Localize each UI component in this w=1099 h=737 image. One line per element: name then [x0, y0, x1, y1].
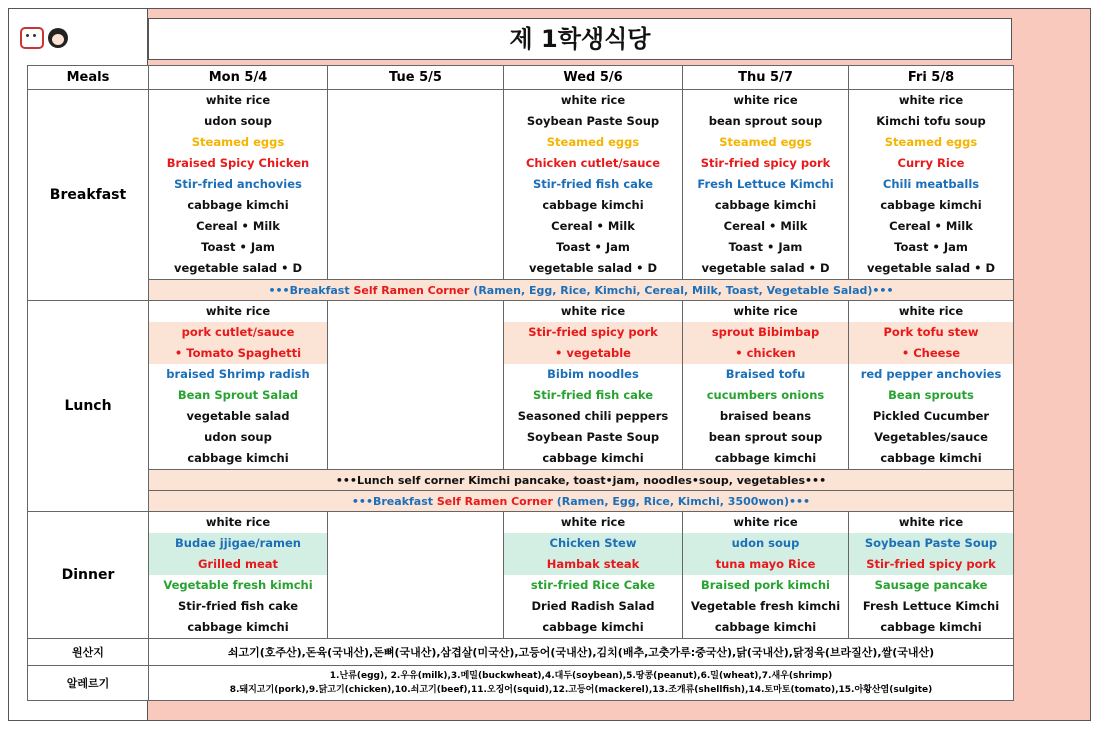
- menu-item: Stir-fried spicy pork: [504, 322, 682, 343]
- menu-item: Grilled meat: [149, 554, 327, 575]
- girl-icon: [48, 28, 68, 48]
- notice-part: •••Breakfast: [351, 494, 437, 508]
- lunch-label: Lunch: [28, 301, 149, 512]
- menu-table: [27, 65, 1014, 701]
- menu-item: Stir-fried fish cake: [177, 599, 299, 613]
- menu-item: [328, 174, 503, 195]
- menu-item: Budae jjigae/ramen: [149, 533, 327, 554]
- allergy-text: [149, 666, 1014, 701]
- menu-item: [328, 406, 503, 427]
- day-header: Thu 5/7: [683, 66, 849, 90]
- menu-item: • chicken: [683, 343, 848, 364]
- menu-item: [328, 216, 503, 237]
- breakfast-day-cell: [328, 90, 504, 280]
- breakfast-day-cell: [683, 90, 849, 280]
- menu-item: Curry Rice: [897, 156, 965, 170]
- menu-item: white rice: [733, 304, 798, 318]
- origin-label: 원산지: [28, 639, 149, 666]
- menu-item: • Cheese: [849, 343, 1013, 364]
- menu-item: white rice: [733, 515, 798, 529]
- breakfast-day-cell: [149, 90, 328, 280]
- menu-item: cabbage kimchi: [880, 198, 982, 212]
- notice-part: (Ramen, Egg, Rice, Kimchi, Cereal, Milk, Toast, Vegetable Salad)•••: [473, 283, 894, 297]
- menu-item: [328, 90, 503, 111]
- menu-item: cabbage kimchi: [880, 451, 982, 465]
- menu-item: Stir-fried fish cake: [532, 388, 654, 402]
- menu-item: Vegetable fresh kimchi: [163, 578, 313, 592]
- menu-item: braised Shrimp radish: [166, 367, 310, 381]
- menu-item: [328, 575, 503, 596]
- menu-item: vegetable salad • D: [866, 261, 995, 275]
- lunch-day-cell: [328, 301, 504, 470]
- menu-item: Toast • Jam: [201, 240, 275, 254]
- notice-row: [28, 470, 1014, 491]
- menu-item: cabbage kimchi: [714, 620, 817, 634]
- notice-text: [149, 470, 1014, 491]
- day-header: Wed 5/6: [504, 66, 683, 90]
- menu-item: Pickled Cucumber: [872, 409, 990, 423]
- notice-line: •••Lunch self corner Kimchi pancake, toast•jam, noodles•soup, vegetables•••: [335, 473, 827, 487]
- notice-part: Self Ramen Corner: [353, 283, 474, 297]
- dinner-day-cell: [849, 512, 1014, 639]
- menu-item: Stir-fried fish cake: [532, 177, 654, 191]
- menu-item: [328, 132, 503, 153]
- day-header: Fri 5/8: [849, 66, 1014, 90]
- notice-text: [149, 280, 1014, 301]
- menu-item: Chili meatballs: [882, 177, 980, 191]
- menu-item: cabbage kimchi: [880, 620, 982, 634]
- menu-item: cabbage kimchi: [542, 198, 644, 212]
- notice-part: Self Ramen Corner: [436, 494, 557, 508]
- menu-item: white rice: [898, 304, 964, 318]
- menu-item: [328, 343, 503, 364]
- notice-part: •••Breakfast: [268, 283, 354, 297]
- menu-item: cabbage kimchi: [187, 451, 289, 465]
- menu-item: [328, 301, 503, 322]
- breakfast-day-cell: [504, 90, 683, 280]
- menu-item: vegetable salad • D: [701, 261, 830, 275]
- menu-item: white rice: [205, 93, 271, 107]
- page-title: 제 1학생식당: [148, 18, 1012, 60]
- breakfast-day-cell: [849, 90, 1014, 280]
- menu-item: Soybean Paste Soup: [849, 533, 1013, 554]
- allergy-line: 1.난류(egg), 2.우유(milk),3.메밀(buckwheat),4.대두(soybean),5.땅콩(peanut),6.밀(wheat),7.새우(shrimp): [329, 671, 833, 681]
- menu-item: [328, 322, 503, 343]
- menu-item: Bean sprouts: [888, 388, 974, 402]
- notice-row: [28, 491, 1014, 512]
- menu-item: Vegetables/sauce: [874, 430, 988, 444]
- menu-item: Soybean Paste Soup: [526, 430, 660, 444]
- menu-item: Cereal • Milk: [723, 219, 808, 233]
- menu-item: Hambak steak: [504, 554, 682, 575]
- menu-item: tuna mayo Rice: [683, 554, 848, 575]
- menu-item: [328, 237, 503, 258]
- menu-item: Vegetable fresh kimchi: [690, 599, 841, 613]
- dinner-day-cell: [149, 512, 328, 639]
- lunch-day-cell: [683, 301, 849, 470]
- menu-item: Steamed eggs: [884, 135, 978, 149]
- lunch-day-cell: [504, 301, 683, 470]
- menu-item: udon soup: [204, 430, 272, 444]
- menu-item: [328, 596, 503, 617]
- menu-item: Cereal • Milk: [196, 219, 280, 233]
- dinner-label: Dinner: [28, 512, 149, 639]
- menu-item: white rice: [205, 304, 271, 318]
- menu-item: Chicken Stew: [504, 533, 682, 554]
- menu-item: vegetable salad • D: [173, 261, 302, 275]
- lunch-day-cell: [149, 301, 328, 470]
- menu-item: pork cutlet/sauce: [149, 322, 327, 343]
- menu-item: bean sprout soup: [708, 114, 823, 128]
- menu-item: [328, 554, 503, 575]
- notice-row: [28, 280, 1014, 301]
- menu-item: Stir-fried spicy pork: [700, 156, 831, 170]
- menu-item: Sausage pancake: [874, 578, 988, 592]
- menu-item: vegetable salad • D: [528, 261, 657, 275]
- meals-header: Meals: [28, 66, 149, 90]
- menu-item: Steamed eggs: [191, 135, 285, 149]
- robot-icon: [20, 27, 44, 49]
- origin-text: 쇠고기(호주산),돈육(국내산),돈뼈(국내산),삼겹살(미국산),고등어(국내산),김치(배추,고춧가루:중국산),닭(국내산),닭정육(브라질산),쌀(국내산): [149, 639, 1014, 666]
- menu-item: cabbage kimchi: [714, 451, 817, 465]
- menu-item: white rice: [898, 515, 964, 529]
- menu-item: Stir-fried spicy pork: [849, 554, 1013, 575]
- menu-item: red pepper anchovies: [860, 367, 1002, 381]
- dinner-block: [28, 512, 1014, 639]
- menu-item: cabbage kimchi: [187, 198, 289, 212]
- menu-item: Braised pork kimchi: [701, 578, 830, 592]
- menu-item: udon soup: [204, 114, 272, 128]
- menu-item: vegetable salad: [186, 409, 290, 423]
- menu-item: white rice: [560, 304, 626, 318]
- menu-item: [328, 448, 503, 469]
- menu-item: Dried Radish Salad: [531, 599, 655, 613]
- menu-item: Chicken cutlet/sauce: [525, 156, 661, 170]
- menu-item: cucumbers onions: [706, 388, 825, 402]
- menu-item: [328, 364, 503, 385]
- dinner-day-cell: [504, 512, 683, 639]
- menu-item: Braised tofu: [725, 367, 806, 381]
- logo: [20, 18, 140, 58]
- menu-item: [328, 195, 503, 216]
- dinner-day-cell: [328, 512, 504, 639]
- menu-item: [328, 427, 503, 448]
- notice-part: (Ramen, Egg, Rice, Kimchi, 3500won)•••: [556, 494, 811, 508]
- menu-item: Fresh Lettuce Kimchi: [697, 177, 834, 191]
- menu-item: Seasoned chili peppers: [517, 409, 669, 423]
- menu-item: Bibim noodles: [547, 367, 639, 381]
- menu-item: Bean Sprout Salad: [177, 388, 299, 402]
- menu-item: Toast • Jam: [556, 240, 630, 254]
- menu-item: bean sprout soup: [708, 430, 823, 444]
- menu-item: Braised Spicy Chicken: [166, 156, 310, 170]
- menu-item: • vegetable: [504, 343, 682, 364]
- menu-item: [328, 512, 503, 533]
- menu-item: Stir-fried anchovies: [174, 177, 302, 191]
- day-header: Mon 5/4: [149, 66, 328, 90]
- menu-item: braised beans: [719, 409, 812, 423]
- lunch-day-cell: [849, 301, 1014, 470]
- menu-item: [328, 153, 503, 174]
- menu-item: Soybean Paste Soup: [526, 114, 660, 128]
- dinner-day-cell: [683, 512, 849, 639]
- menu-item: cabbage kimchi: [187, 620, 289, 634]
- menu-item: stir-fried Rice Cake: [530, 578, 656, 592]
- menu-item: white rice: [733, 93, 798, 107]
- menu-item: [328, 258, 503, 279]
- menu-item: Kimchi tofu soup: [876, 114, 986, 128]
- menu-item: cabbage kimchi: [542, 620, 644, 634]
- menu-item: Pork tofu stew: [849, 322, 1013, 343]
- header-row: [28, 66, 1014, 90]
- menu-item: Cereal • Milk: [889, 219, 973, 233]
- menu-item: white rice: [560, 515, 626, 529]
- menu-item: white rice: [560, 93, 626, 107]
- menu-item: Fresh Lettuce Kimchi: [862, 599, 1000, 613]
- day-header: Tue 5/5: [328, 66, 504, 90]
- menu-item: Toast • Jam: [728, 240, 803, 254]
- menu-item: cabbage kimchi: [714, 198, 817, 212]
- menu-item: sprout Bibimbap: [683, 322, 848, 343]
- menu-item: white rice: [898, 93, 964, 107]
- menu-item: [328, 617, 503, 638]
- menu-item: [328, 385, 503, 406]
- allergy-line: 8.돼지고기(pork),9.닭고기(chicken),10.쇠고기(beef),11.오징어(squid),12.고등어(mackerel),13.조개류(shellfish),14.토마토(tomato),15.아황산염(sulgite): [229, 685, 933, 695]
- lunch-block: [28, 301, 1014, 470]
- breakfast-label: Breakfast: [28, 90, 149, 301]
- menu-item: cabbage kimchi: [542, 451, 644, 465]
- menu-item: Steamed eggs: [546, 135, 640, 149]
- breakfast-block: [28, 90, 1014, 280]
- menu-item: Cereal • Milk: [551, 219, 635, 233]
- menu-item: • Tomato Spaghetti: [149, 343, 327, 364]
- menu-item: Toast • Jam: [894, 240, 968, 254]
- menu-item: udon soup: [683, 533, 848, 554]
- origin-row: [28, 639, 1014, 666]
- allergy-label: 알레르기: [28, 666, 149, 701]
- menu-item: Steamed eggs: [719, 135, 812, 149]
- menu-item: [328, 111, 503, 132]
- notice-text: [149, 491, 1014, 512]
- allergy-row: [28, 666, 1014, 701]
- menu-item: [328, 533, 503, 554]
- menu-item: white rice: [205, 515, 271, 529]
